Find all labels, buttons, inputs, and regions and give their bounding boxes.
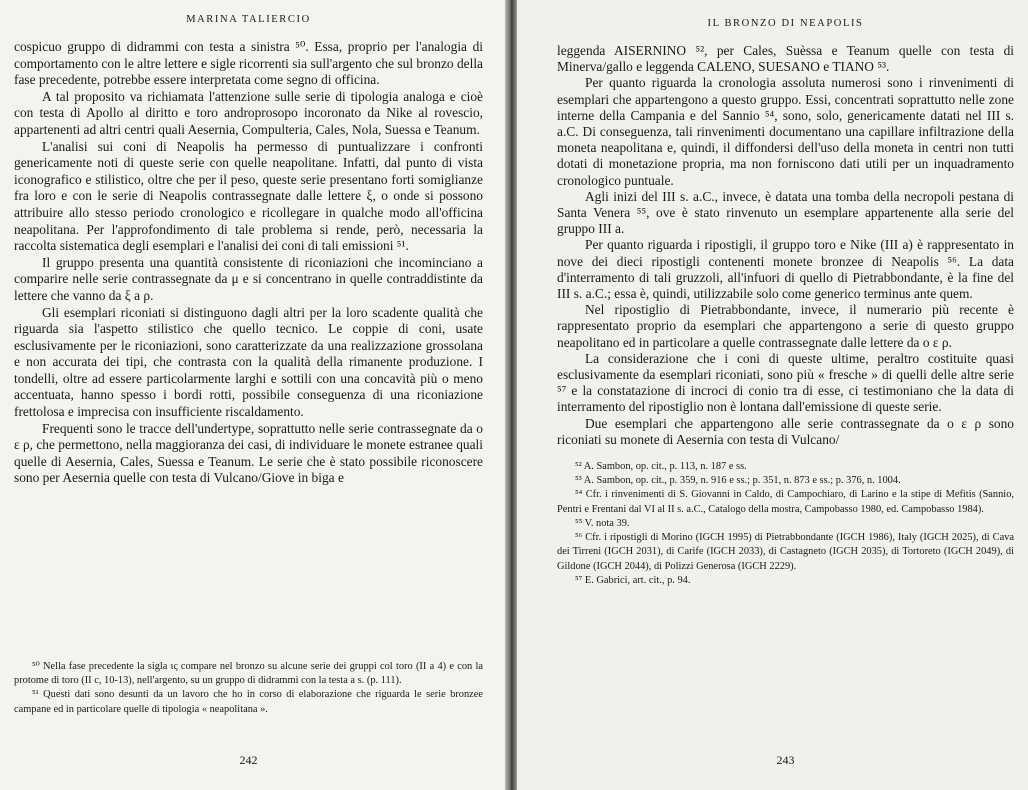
running-head: MARINA TALIERCIO: [186, 14, 311, 25]
paragraph: Frequenti sono le tracce dell'undertype, soprattutto nelle serie contrassegnate da ο ε ρ, che permettono, nella maggioranza dei casi, di individuare le monete estranee quali quelle di Aesernia, Cales, Suessa e Teanum. Le serie che è stato possibile riconoscere sono per Aesernia quelle con testa di Vulcano/Giove in biga e: [14, 420, 483, 486]
paragraph: Due esemplari che appartengono alle serie contrassegnate da ο ε ρ sono riconiati su monete di Aesernia con testa di Vulcano/: [557, 415, 1014, 447]
paragraph: La considerazione che i coni di queste ultime, peraltro costituite quasi esclusivamente da esemplari riconiati, sono più « fresche » di quelli delle altre serie ⁵⁷ e la constatazione di incroci di conio tra di esse, ci testimoniano che la data di interramento del ripostiglio non è lontana dall'emissione di queste serie.: [557, 350, 1014, 415]
body-text: [557, 43, 1014, 448]
footnote: ⁵³ A. Sambon, op. cit., p. 359, n. 916 e ss.; p. 351, n. 873 e ss.; p. 376, n. 1004.: [575, 475, 901, 487]
paragraph: Gli esemplari riconiati si distinguono dagli altri per la loro scadente qualità che riguarda sia l'aspetto stilistico che quello tecnico. Le coppie di coni, usate esclusivamente per le riconiazioni, sono caratterizzate da una realizzazione grossolana e non accurata dei tipi, che contrasta con la qualità della rimanente produzione. I tondelli, oltre ad essere particolarmente larghi e sottili con una concavità più o meno accentuata, hanno spesso i bordi rotti, possibile conseguenza di una riconiazione frettolosa e imprecisa con insufficiente riscaldamento.: [14, 304, 483, 420]
paragraph: Per quanto riguarda i ripostigli, il gruppo toro e Nike (III a) è rappresentato in nove dei dieci ripostigli contenenti monete bronzee di Neapolis ⁵⁶. La data d'interramento di tali gruzzoli, all'infuori di quello di Pietrabbondante, è la fine del III s. a.C.; essa è, quindi, utilizzabile solo come generico terminus ante quem.: [557, 237, 1014, 302]
paragraph: Agli inizi del III s. a.C., invece, è datata una tomba della necropoli pestana di Santa Venera ⁵⁵, ove è stato rinvenuto un esemplare appartenente alla serie del gruppo III a.: [557, 188, 1014, 237]
paragraph: Il gruppo presenta una quantità consistente di riconiazioni che incominciano a comparire nelle serie contrassegnate da μ e si concentrano in quelle contraddistinte da lettere che vanno da ξ a ρ.: [14, 254, 483, 303]
page-number: 243: [776, 753, 795, 767]
body-text: [14, 39, 483, 487]
footnotes: [557, 460, 1014, 588]
footnote: ⁵⁷ E. Gabrici, art. cit., p. 94.: [575, 574, 691, 586]
right-page: [517, 0, 1028, 790]
page-number: 242: [239, 753, 258, 767]
footnote: ⁵⁰ Nella fase precedente la sigla ις compare nel bronzo su alcune serie dei gruppi col toro (II a 4) e con la protome di toro (II c, 10-13), nell'argento, su un gruppo di didrammi con la testa a s. (p. 111).: [14, 661, 483, 687]
footnote: ⁵² A. Sambon, op. cit., p. 113, n. 187 e ss.: [575, 461, 747, 473]
paragraph: L'analisi sui coni di Neapolis ha permesso di puntualizzare i confronti genericamente noti di queste serie con quelle neapolitane. Infatti, dal punto di vista iconografico e stilistico, oltre che per il peso, queste serie presentano forti somiglianze fra loro e con le serie di Neapolis contrassegnate dalle lettere ξ, ο onde si possono attribuire allo stesso periodo cronologico e ricollegare in qualche modo all'officina neapolitana. Per l'approfondimento di tale problema si rende, però, necessaria la raccolta sistematica degli esemplari e l'analisi dei coni di tali emissioni ⁵¹.: [14, 138, 483, 254]
footnote: ⁵¹ Questi dati sono desunti da un lavoro che ho in corso di elaborazione che riguarda le serie bronzee campane ed in particolare quelle di tipologia « neapolitana ».: [14, 689, 483, 715]
footnotes: [14, 660, 483, 717]
left-page: [0, 0, 505, 790]
running-head: IL BRONZO DI NEAPOLIS: [707, 18, 864, 29]
paragraph: Per quanto riguarda la cronologia assoluta numerosi sono i rinvenimenti di esemplari che appartengono a questo gruppo. Essi, concentrati soprattutto nelle zone interne della Campania e del Sannio ⁵⁴, sono, solo, genericamente datati nel III s. a.C. Di conseguenza, tali rinvenimenti documentano una capillare infiltrazione della moneta neapolitana e, quindi, il diffondersi dell'uso della moneta in centri non tutti dotati di monetazione propria, ma non forniscono dati utili per un inquadramento cronologico puntuale.: [557, 75, 1014, 188]
book-gutter: [505, 0, 517, 790]
footnote: ⁵⁶ Cfr. i ripostigli di Morino (IGCH 1995) di Pietrabbondante (IGCH 1986), Italy (IGCH 2025), di Cava dei Tirreni (IGCH 2031), di Carife (IGCH 2033), di Castagneto (IGCH 2035), di Tortoreto (IGCH 2049), di Gildone (IGCH 2044), di Polizzi Generosa (IGCH 2229).: [557, 532, 1014, 572]
paragraph: leggenda AISERNINO ⁵², per Cales, Suèssa e Teanum quelle con testa di Minerva/gallo e leggenda CALENO, SUESANO e TIANO ⁵³.: [557, 43, 1014, 75]
paragraph: Nel ripostiglio di Pietrabbondante, invece, il numerario più recente è rappresentato proprio da esemplari che appartengono a serie di questo gruppo neapolitano ed in particolare a quelle contrassegnate dalle lettere da ο ε ρ.: [557, 302, 1014, 350]
footnote: ⁵⁵ V. nota 39.: [575, 517, 630, 529]
footnote: ⁵⁴ Cfr. i rinvenimenti di S. Giovanni in Caldo, di Campochiaro, di Larino e la stipe di Mefitis (Sannio, Pentri e Frentani dal VI al II s. a.C., Catalogo della mostra, Campobasso 1980, ed. Campobasso 1984).: [557, 489, 1014, 515]
paragraph: cospicuo gruppo di didrammi con testa a sinistra ⁵⁰. Essa, proprio per l'analogia di comportamento con le altre lettere e sigle ricorrenti sia sull'argento che sul bronzo della fase precedente, potrebbe essere interpretata come segno di officina.: [14, 39, 483, 88]
paragraph: A tal proposito va richiamata l'attenzione sulle serie di tipologia analoga e cioè con testa di Apollo al diritto e toro androprosopo incoronato da Nike al rovescio, appartenenti ad altri centri quali Aesernia, Compulteria, Cales, Nola, Suessa e Teanum.: [14, 88, 483, 137]
